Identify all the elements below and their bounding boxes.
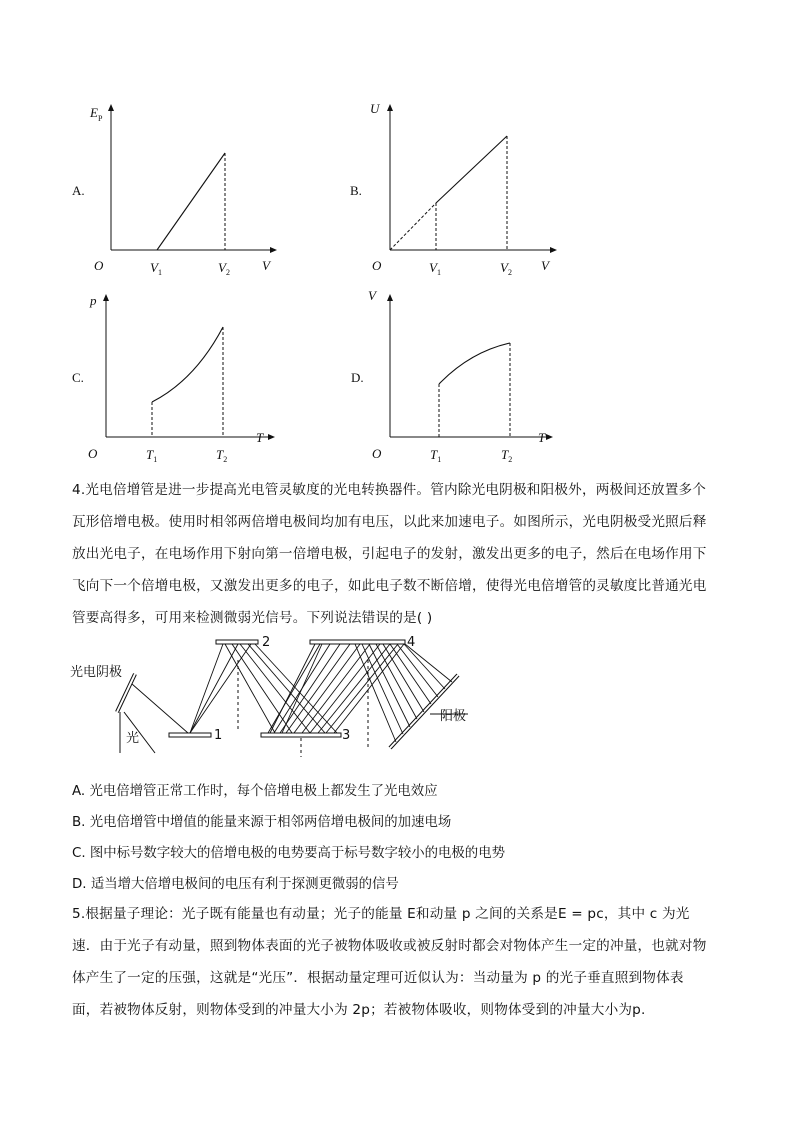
origin-label: O (372, 446, 382, 461)
q5-line-1: 5.根据量子理论：光子既有能量也有动量；光子的能量 E和动量 p 之间的关系是E = pc，其中 c 为光 (72, 906, 690, 922)
question-4-text (72, 474, 727, 634)
q5-line-3: 体产生了一定的压强，这就是“光压”．根据动量定理可近似认为：当动量为 p 的光子垂直照到物体表 (72, 970, 684, 986)
x-label: V (262, 258, 270, 273)
label-anode: 阳极 (440, 709, 467, 724)
choice-c: C. 图中标号数字较大的倍增电极的电势要高于标号数字较小的电极的电势 (72, 846, 505, 861)
x-label: T (256, 430, 264, 445)
label-light: 光 (126, 731, 140, 746)
dashed-start (390, 203, 436, 250)
q4-line-4: 飞向下一个倍增电极，又激发出更多的电子，如此电子数不断倍增，使得光电倍增管的灵敏度比普通光电 (72, 578, 707, 594)
label-dynode-3: 3 (342, 728, 351, 743)
y-label: V (368, 288, 376, 303)
dynode-1 (169, 733, 211, 737)
dynode-2 (216, 640, 258, 644)
q4-line-2: 瓦形倍增电极。使用时相邻两倍增电极间均加有电压，以此来加速电子。如图所示，光电阴极受光照后释 (72, 514, 707, 530)
dynode-3 (261, 733, 341, 737)
y-label: U (370, 101, 380, 116)
origin-label: O (94, 258, 104, 273)
label-cathode: 光电阴极 (70, 665, 123, 680)
graph-line (436, 136, 507, 203)
origin-label: O (88, 446, 98, 461)
option-label: C. (72, 370, 84, 385)
q4-line-5: 管要高得多，可用来检测微弱光信号。下列说法错误的是( ) (72, 610, 433, 626)
x1-label: $V_1$ (150, 260, 162, 277)
q5-line-4: 面，若被物体反射，则物体受到的冲量大小为 2p；若被物体吸收，则物体受到的冲量大小为p. (72, 1002, 646, 1018)
option-label: D. (351, 370, 364, 385)
origin-label: O (372, 258, 382, 273)
x-label: V (541, 258, 549, 273)
x2-label: $V_2$ (218, 260, 230, 277)
graph-d (340, 285, 580, 470)
label-dynode-1: 1 (214, 728, 223, 743)
option-label: B. (350, 183, 362, 198)
graph-line (157, 153, 225, 250)
label-dynode-4: 4 (407, 635, 416, 650)
graph-curve (439, 343, 510, 384)
graph-a (60, 95, 300, 280)
q4-line-1: 4.光电倍增管是进一步提高光电管灵敏度的光电转换器件。管内除光电阴极和阳极外，两极间还放置多个 (72, 482, 707, 498)
label-dynode-2: 2 (262, 635, 271, 650)
question-5-text (72, 898, 727, 1026)
choice-b: B. 光电倍增管中增值的能量来源于相邻两倍增电极间的加速电场 (72, 815, 452, 830)
graph-curve (152, 327, 223, 402)
x1-label: $T_1$ (146, 447, 158, 464)
x1-label: $V_1$ (429, 260, 441, 277)
photomultiplier-diagram (60, 630, 500, 765)
x2-label: $T_2$ (216, 447, 228, 464)
graph-b (340, 95, 580, 280)
x2-label: $T_2$ (501, 447, 513, 464)
choice-a: A. 光电倍增管正常工作时，每个倍增电极上都发生了光电效应 (72, 784, 438, 799)
x-label: T (538, 430, 546, 445)
choice-d: D. 适当增大倍增电极间的电压有利于探测更微弱的信号 (72, 877, 399, 892)
q4-line-3: 放出光电子，在电场作用下射向第一倍增电极，引起电子的发射，激发出更多的电子，然后在电场作用下 (72, 546, 707, 562)
q5-line-2: 速．由于光子有动量，照到物体表面的光子被物体吸收或被反射时都会对物体产生一定的冲量，也就对物 (72, 938, 707, 954)
y-label: p (90, 293, 97, 308)
dynode-4 (310, 640, 405, 644)
option-label: A. (72, 183, 85, 198)
graph-c (60, 285, 300, 470)
x1-label: $T_1$ (430, 447, 442, 464)
x2-label: $V_2$ (500, 260, 512, 277)
y-label: $E_P$ (90, 105, 103, 123)
